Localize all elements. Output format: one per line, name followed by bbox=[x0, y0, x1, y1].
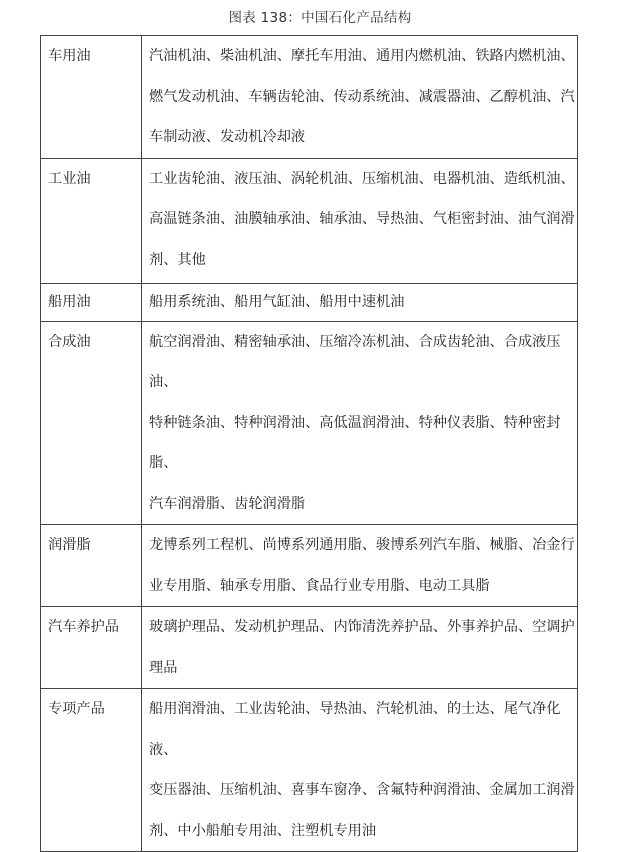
category-cell: 车用油 bbox=[41, 36, 142, 159]
category-cell: 汽车养护品 bbox=[41, 607, 142, 689]
table-row bbox=[41, 525, 578, 607]
products-line: 燃气发动机油、车辆齿轮油、传动系统油、减震器油、乙醇机油、汽 bbox=[149, 88, 575, 105]
products-line: 龙博系列工程机、尚博系列通用脂、骏博系列汽车脂、械脂、冶金行 bbox=[149, 537, 575, 553]
products-cell bbox=[142, 321, 578, 525]
table-caption: 图表 138：中国石化产品结构 bbox=[228, 10, 412, 26]
category-cell: 船用油 bbox=[41, 283, 142, 321]
table-row bbox=[41, 689, 578, 852]
table-row bbox=[41, 36, 578, 159]
products-cell bbox=[142, 525, 578, 607]
products-line: 船用系统油、船用气缸油、船用中速机油 bbox=[149, 293, 405, 310]
products-line: 玻璃护理品、发动机护理品、内饰清洗养护品、外事养护品、空调护 bbox=[149, 619, 575, 635]
table-row bbox=[41, 158, 578, 283]
products-line: 剂、其他 bbox=[149, 251, 206, 268]
products-line: 汽油机油、柴油机油、摩托车用油、通用内燃机油、铁路内燃机油、 bbox=[149, 48, 575, 64]
category-cell: 专项产品 bbox=[41, 689, 142, 852]
products-line: 业专用脂、轴承专用脂、食品行业专用脂、电动工具脂 bbox=[149, 577, 490, 594]
products-line: 工业齿轮油、液压油、涡轮机油、压缩机油、电器机油、造纸机油、 bbox=[149, 170, 575, 187]
products-cell bbox=[142, 607, 578, 689]
products-line: 变压器油、压缩机油、喜事车窗净、含氟特种润滑油、金属加工润滑 bbox=[149, 782, 575, 798]
products-line: 航空润滑油、精密轴承油、压缩冷冻机油、合成齿轮油、合成液压油、 bbox=[149, 333, 561, 390]
category-cell: 合成油 bbox=[41, 321, 142, 525]
products-line: 车制动液、发动机冷却液 bbox=[149, 129, 306, 145]
table-row bbox=[41, 607, 578, 689]
products-line: 船用润滑油、工业齿轮油、导热油、汽轮机油、的士达、尾气净化液、 bbox=[149, 701, 561, 758]
table-row bbox=[41, 321, 578, 525]
products-line: 汽车润滑脂、齿轮润滑脂 bbox=[149, 495, 306, 512]
products-line: 剂、中小船舶专用油、注塑机专用油 bbox=[149, 822, 377, 839]
products-cell bbox=[142, 158, 578, 283]
products-line: 高温链条油、油膜轴承油、轴承油、导热油、气柜密封油、油气润滑 bbox=[149, 211, 575, 227]
products-cell bbox=[142, 689, 578, 852]
category-cell: 工业油 bbox=[41, 158, 142, 283]
table-row bbox=[41, 283, 578, 321]
products-cell bbox=[142, 283, 578, 321]
products-cell bbox=[142, 36, 578, 159]
products-line: 特种链条油、特种润滑油、高低温润滑油、特种仪表脂、特种密封脂、 bbox=[149, 414, 561, 471]
product-structure-table bbox=[40, 35, 578, 852]
category-cell: 润滑脂 bbox=[41, 525, 142, 607]
products-line: 理品 bbox=[149, 659, 178, 676]
